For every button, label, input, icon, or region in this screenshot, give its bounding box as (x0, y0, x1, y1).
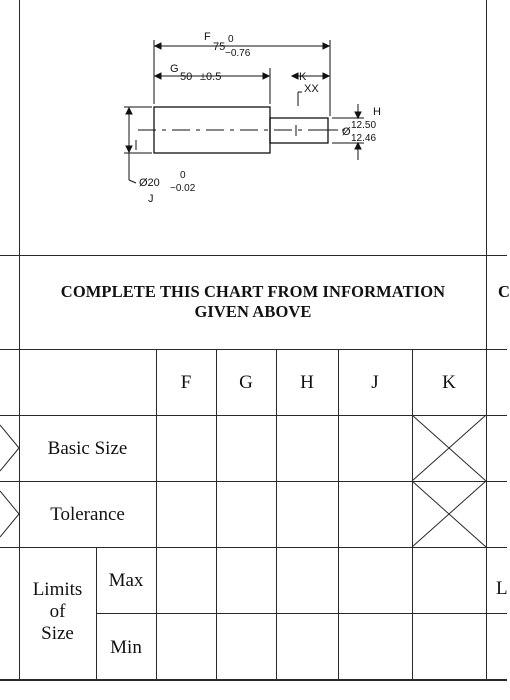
label-f: F (204, 31, 211, 43)
label-g-nominal: 50 (180, 71, 193, 83)
label-g: G (170, 63, 179, 75)
label-k-value: XX (304, 83, 319, 95)
row-label-min: Min (110, 637, 142, 658)
label-j-lower: −0.02 (170, 183, 196, 194)
limits-line2: of (49, 601, 66, 622)
label-j-upper: 0 (180, 170, 186, 181)
row-label-basic-size: Basic Size (47, 438, 128, 459)
col-header-j: J (371, 372, 379, 393)
limits-line1: Limits (32, 579, 83, 600)
right-cut-label: L (496, 578, 508, 599)
label-f-lower: −0.76 (225, 48, 251, 59)
limits-line3: Size (41, 623, 74, 644)
cross-left-tol-b (0, 514, 19, 537)
label-f-nominal: 75 (213, 41, 226, 53)
chart-heading-line2: GIVEN ABOVE (194, 302, 312, 321)
label-j-nominal: Ø20 (139, 177, 160, 189)
col-header-k: K (442, 372, 456, 393)
cross-left-tol-a (0, 491, 19, 514)
col-header-f: F (180, 372, 192, 393)
label-h-upper: 12.50 (351, 120, 377, 131)
label-h-symbol: Ø (342, 126, 351, 138)
label-g-tolerance: ±0.5 (200, 71, 222, 83)
label-j: J (148, 193, 154, 205)
cross-left-basic-b (0, 448, 19, 471)
col-header-h: H (300, 372, 314, 393)
col-header-g: G (239, 372, 253, 393)
label-k: K (299, 71, 307, 83)
label-h-lower: 12.46 (351, 133, 377, 144)
right-cut-heading: C (498, 282, 510, 301)
label-f-upper: 0 (228, 34, 234, 45)
cross-left-basic-a (0, 425, 19, 448)
row-label-tolerance: Tolerance (50, 504, 125, 525)
label-h: H (373, 106, 381, 118)
row-label-max: Max (108, 570, 144, 591)
chart-heading-line1: COMPLETE THIS CHART FROM INFORMATION (60, 282, 446, 301)
